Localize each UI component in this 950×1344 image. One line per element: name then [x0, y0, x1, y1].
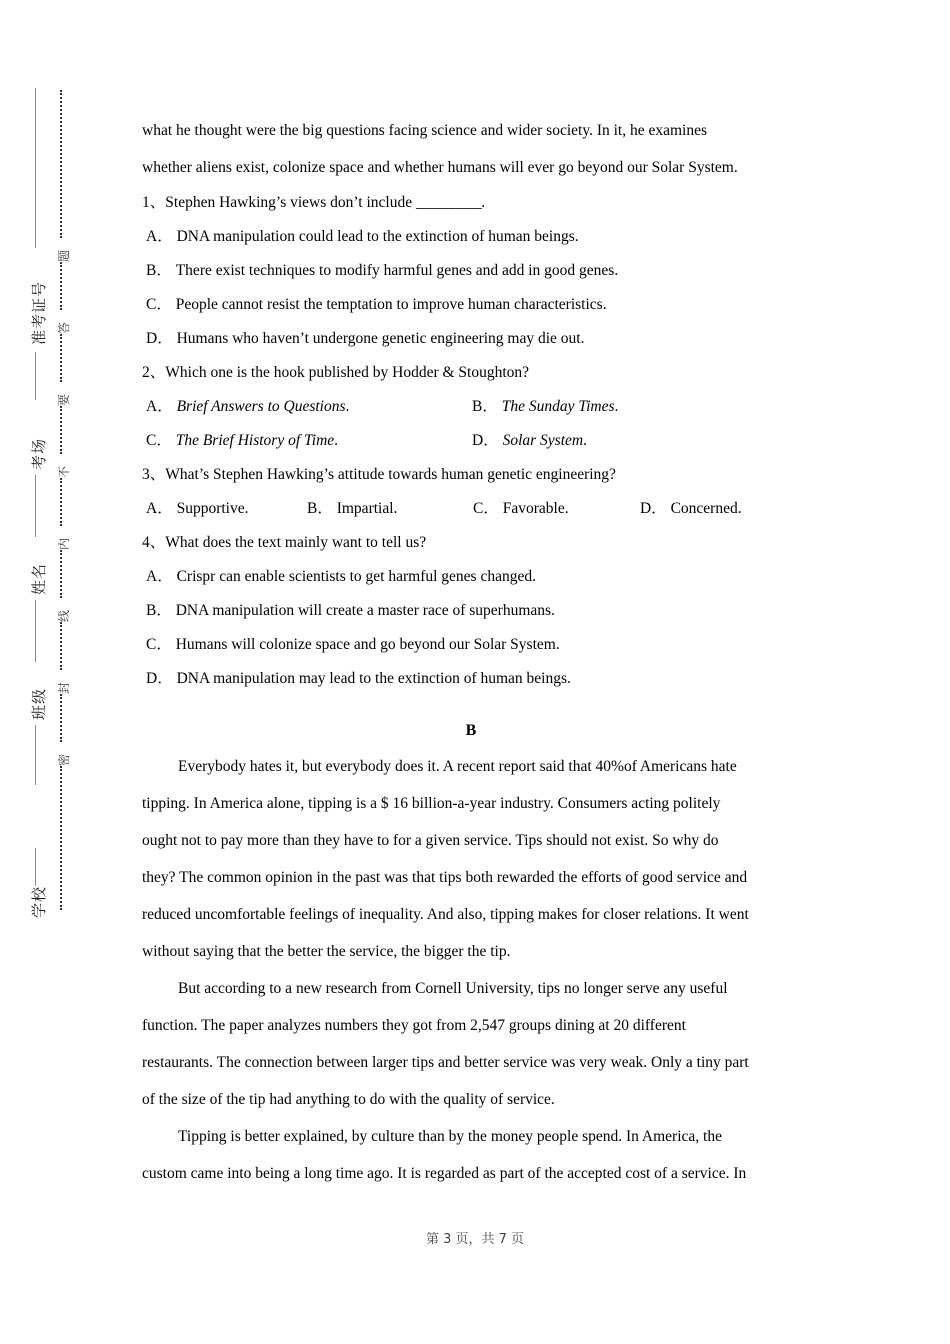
- seal-dot-word: 封: [57, 680, 71, 694]
- option-2-d[interactable]: [472, 424, 587, 458]
- paragraph-text: But according to a new research from Cornell University, tips no longer serve any useful: [178, 980, 728, 997]
- option-1-b[interactable]: [142, 254, 800, 288]
- option-label: Supportive.: [176, 500, 249, 517]
- option-1-a[interactable]: [142, 220, 800, 254]
- option-marker: D．: [472, 432, 499, 449]
- option-book-title: Brief Answers to Questions: [176, 398, 346, 415]
- option-book-title: The Brief History of Time: [175, 432, 335, 449]
- question-text-1: Stephen Hawking’s views don’t include: [165, 194, 416, 211]
- option-1-c[interactable]: [142, 288, 800, 322]
- seal-dot-word: 题: [57, 248, 71, 262]
- seal-label-class: 班级: [30, 687, 48, 720]
- section-b-paragraph-line: restaurants. The connection between larger tips and better service was very weak. Only a tiny part: [142, 1054, 749, 1071]
- option-row-2-cd: [142, 424, 800, 458]
- option-label: People cannot resist the temptation to improve human characteristics.: [175, 296, 607, 313]
- seal-line-segment: [35, 88, 36, 248]
- question-text-2: Which one is the hook published by Hodder & Stoughton?: [165, 364, 530, 381]
- section-b-paragraph-line: [142, 970, 800, 1007]
- option-4-b[interactable]: [142, 594, 800, 628]
- seal-label-student-name: 姓名: [30, 562, 48, 595]
- section-b-paragraph-line: they? The common opinion in the past was that tips both rewarded the efforts of good service and: [142, 869, 748, 886]
- seal-label-admission-number: 准考证号: [30, 280, 48, 345]
- option-marker: A．: [146, 398, 173, 415]
- question-text-4: What does the text mainly want to tell us?: [165, 534, 427, 551]
- option-marker: B．: [146, 262, 172, 279]
- option-label: There exist techniques to modify harmful genes and add in good genes.: [175, 262, 619, 279]
- option-2-c[interactable]: [146, 424, 338, 458]
- paragraph-text: Everybody hates it, but everybody does it. A recent report said that 40%of Americans hate: [178, 758, 737, 775]
- seal-dotted-segment: [60, 262, 62, 310]
- page-footer: 第 3 页，共 7 页: [425, 1232, 525, 1247]
- passage-a-line: whether aliens exist, colonize space and whether humans will ever go beyond our Solar System.: [142, 159, 738, 176]
- option-label: DNA manipulation will create a master race of superhumans.: [175, 602, 555, 619]
- passage-a-line: what he thought were the big questions facing science and wider society. In it, he examines: [142, 122, 708, 139]
- option-3-a[interactable]: [146, 492, 248, 526]
- question-number-1: 1、: [142, 194, 166, 211]
- seal-label-exam-room: 考场: [30, 437, 48, 470]
- section-b-paragraph-line: ought not to pay more than they have to for a given service. Tips should not exist. So why do: [142, 832, 719, 849]
- section-b-paragraph-line: function. The paper analyzes numbers they got from 2,547 groups dining at 20 different: [142, 1017, 686, 1034]
- option-marker: C．: [146, 636, 172, 653]
- option-2-b[interactable]: [472, 390, 618, 424]
- seal-dotted-segment: [60, 550, 62, 598]
- option-label: Crispr can enable scientists to get harmful genes changed.: [176, 568, 536, 585]
- seal-dot-word: 要: [57, 392, 71, 406]
- sealing-margin: [0, 0, 120, 1344]
- option-row-3: [142, 492, 800, 526]
- option-punct: .: [345, 398, 350, 415]
- section-b-paragraph-line: tipping. In America alone, tipping is a $ 16 billion-a-year industry. Consumers acting politely: [142, 795, 721, 812]
- option-1-d[interactable]: [142, 322, 800, 356]
- section-b-paragraph-line: reduced uncomfortable feelings of inequality. And also, tipping makes for closer relations. It went: [142, 906, 749, 923]
- section-b-paragraph-line: [142, 1118, 800, 1155]
- option-book-title: The Sunday Times: [501, 398, 615, 415]
- option-marker: B．: [472, 398, 498, 415]
- option-marker: D．: [640, 500, 667, 517]
- seal-dot-word: 密: [57, 752, 71, 766]
- option-punct: .: [614, 398, 619, 415]
- seal-label-school: 学校: [30, 885, 48, 918]
- question-stem-1: [142, 186, 800, 220]
- option-marker: A．: [146, 228, 173, 245]
- option-marker: C．: [146, 432, 172, 449]
- seal-dotted-segment: [60, 90, 62, 238]
- seal-dot-word: 答: [57, 320, 71, 334]
- option-label: Concerned.: [670, 500, 742, 517]
- paragraph-text: Tipping is better explained, by culture than by the money people spend. In America, the: [178, 1128, 722, 1145]
- option-label: DNA manipulation may lead to the extinction of human beings.: [176, 670, 571, 687]
- content-column: [142, 112, 800, 1192]
- question-stem-2: [142, 356, 800, 390]
- option-label: Humans who haven’t undergone genetic engineering may die out.: [176, 330, 585, 347]
- option-book-title: Solar System: [502, 432, 584, 449]
- option-marker: C．: [146, 296, 172, 313]
- option-punct: .: [583, 432, 587, 449]
- option-label: Favorable.: [502, 500, 569, 517]
- option-4-a[interactable]: [142, 560, 800, 594]
- seal-line-segment: [35, 725, 36, 785]
- option-3-d[interactable]: [640, 492, 742, 526]
- seal-line-segment: [35, 600, 36, 662]
- option-3-b[interactable]: [307, 492, 397, 526]
- question-stem-3: [142, 458, 800, 492]
- question-punct-1: .: [481, 194, 486, 211]
- question-text-3: What’s Stephen Hawking’s attitude towards human genetic engineering?: [165, 466, 616, 483]
- option-row-2-ab: [142, 390, 800, 424]
- seal-dot-word: 不: [57, 464, 71, 478]
- question-number-4: 4、: [142, 534, 166, 551]
- option-marker: C．: [473, 500, 499, 517]
- section-b-heading: B: [465, 722, 477, 739]
- option-marker: A．: [146, 568, 173, 585]
- seal-line-segment: [35, 352, 36, 400]
- seal-dot-word: 线: [57, 608, 71, 622]
- question-number-3: 3、: [142, 466, 166, 483]
- option-4-c[interactable]: [142, 628, 800, 662]
- option-marker: B．: [146, 602, 172, 619]
- seal-dotted-segment: [60, 478, 62, 526]
- seal-dot-word: 内: [57, 536, 71, 550]
- section-b-paragraph-line: [142, 748, 800, 785]
- section-b-paragraph-line: of the size of the tip had anything to do with the quality of service.: [142, 1091, 555, 1108]
- seal-dotted-segment: [60, 334, 62, 382]
- seal-dotted-segment: [60, 622, 62, 670]
- section-b-paragraph-line: custom came into being a long time ago. It is regarded as part of the accepted cost of a service. In: [142, 1165, 747, 1182]
- seal-dotted-segment: [60, 694, 62, 742]
- option-label: Humans will colonize space and go beyond our Solar System.: [175, 636, 560, 653]
- question-number-2: 2、: [142, 364, 166, 381]
- option-marker: B．: [307, 500, 333, 517]
- option-marker: A．: [146, 500, 173, 517]
- option-marker: D．: [146, 670, 173, 687]
- seal-line-segment: [35, 848, 36, 886]
- option-3-c[interactable]: [473, 492, 569, 526]
- option-label: Impartial.: [336, 500, 398, 517]
- answer-blank-1[interactable]: _________: [415, 194, 482, 211]
- question-stem-4: [142, 526, 800, 560]
- option-marker: D．: [146, 330, 173, 347]
- seal-line-segment: [35, 475, 36, 537]
- option-label: DNA manipulation could lead to the extinction of human beings.: [176, 228, 579, 245]
- option-4-d[interactable]: [142, 662, 800, 696]
- seal-dotted-segment: [60, 406, 62, 454]
- seal-dotted-segment: [60, 766, 62, 910]
- option-2-a[interactable]: [146, 390, 349, 424]
- section-b-paragraph-line: without saying that the better the service, the bigger the tip.: [142, 943, 511, 960]
- option-punct: .: [334, 432, 339, 449]
